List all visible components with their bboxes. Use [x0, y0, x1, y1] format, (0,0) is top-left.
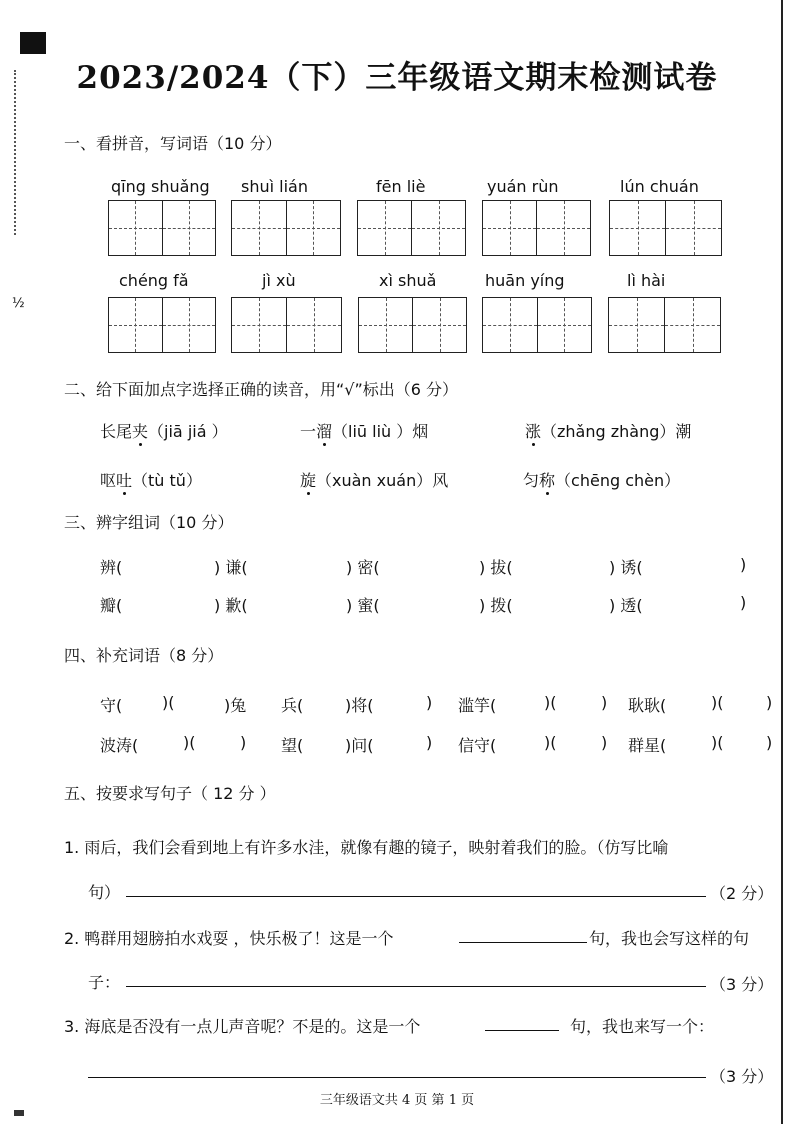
pinyin-label: lún chuán — [620, 177, 699, 196]
corner-marker — [20, 32, 46, 54]
idiom-blank[interactable]: 滥竽( — [458, 696, 497, 715]
idiom-blank[interactable]: ) — [426, 733, 433, 752]
question-3-text-a: 3. 海底是否没有一点儿声音呢？不是的。这是一个 — [64, 1017, 421, 1036]
section-5-heading: 五、按要求写句子（ 12 分 ） — [64, 784, 276, 803]
dotted-character: 溜 — [316, 422, 333, 441]
word-blank[interactable]: 辨( — [100, 558, 123, 577]
word-blank[interactable]: ) 密( — [346, 558, 380, 577]
idiom-blank[interactable]: )兔 — [224, 696, 247, 715]
dotted-character: 称 — [539, 471, 556, 490]
reading-item: 呕吐（tù tǔ） — [100, 471, 202, 490]
word-blank[interactable]: ) 拨( — [479, 596, 513, 615]
question-1-text: 1. 雨后，我们会看到地上有许多水洼，就像有趣的镜子，映射着我们的脸。（仿写比喻 — [64, 838, 669, 857]
idiom-blank[interactable]: 耿耿( — [628, 696, 667, 715]
reading-item: 长尾夹（jiā jiá ） — [100, 422, 228, 441]
writing-grid[interactable] — [358, 297, 467, 353]
word-blank[interactable]: 瓣( — [100, 596, 123, 615]
pinyin-label: jì xù — [262, 271, 296, 290]
writing-grid[interactable] — [608, 297, 721, 353]
question-1-label: 句） — [88, 883, 121, 902]
reading-item: 旋（xuàn xuán）风 — [300, 471, 449, 490]
page-footer: 三年级语文共 4 页 第 1 页 — [319, 1093, 475, 1108]
pinyin-label: xì shuǎ — [379, 271, 437, 290]
section-1-heading: 一、看拼音，写词语（10 分） — [64, 134, 282, 153]
idiom-blank[interactable]: 波涛( — [100, 736, 139, 755]
reading-item: 匀称（chēng chèn） — [523, 471, 681, 490]
idiom-blank[interactable]: )( — [711, 733, 724, 752]
question-2-text-b: 句，我也会写这样的句 — [589, 929, 750, 948]
pinyin-label: chéng fǎ — [119, 271, 189, 290]
idiom-blank[interactable]: ) — [601, 733, 608, 752]
question-2-label: 子： — [88, 973, 121, 992]
dotted-character: 涨 — [525, 422, 542, 441]
idiom-blank[interactable]: 守( — [100, 696, 123, 715]
idiom-blank[interactable]: ) — [426, 693, 433, 712]
writing-grid[interactable] — [357, 200, 466, 256]
writing-grid[interactable] — [482, 297, 592, 353]
idiom-blank[interactable]: )( — [162, 693, 175, 712]
section-4-heading: 四、补充词语（8 分） — [64, 646, 224, 665]
section-3-heading: 三、辨字组词（10 分） — [64, 513, 234, 532]
idiom-blank[interactable]: )( — [544, 693, 557, 712]
question-3-score: （3 分） — [710, 1067, 774, 1086]
answer-line-3[interactable] — [88, 1077, 706, 1078]
question-3-text-b: 句，我也来写一个： — [570, 1017, 715, 1036]
idiom-blank[interactable]: )( — [183, 733, 196, 752]
question-2-text-a: 2. 鸭群用翅膀拍水戏耍 ，快乐极了！这是一个 — [64, 929, 394, 948]
writing-grid[interactable] — [108, 297, 216, 353]
exam-title: 2023/2024（下）三年级语文期末检测试卷 — [76, 60, 718, 96]
word-blank[interactable]: ) 谦( — [214, 558, 248, 577]
pinyin-label: lì hài — [627, 271, 666, 290]
word-blank[interactable]: ) 透( — [609, 596, 643, 615]
word-blank[interactable]: ) — [740, 593, 747, 612]
side-mark: ½ — [12, 296, 25, 311]
idiom-blank[interactable]: ) — [240, 733, 247, 752]
writing-grid[interactable] — [482, 200, 591, 256]
dotted-character: 吐 — [116, 471, 133, 490]
idiom-blank[interactable]: )问( — [345, 736, 374, 755]
idiom-blank[interactable]: 群星( — [628, 736, 667, 755]
question-1-score: （2 分） — [710, 884, 774, 903]
answer-line-2[interactable] — [126, 986, 706, 987]
writing-grid[interactable] — [231, 297, 342, 353]
section-2-heading: 二、给下面加点字选择正确的读音，用“√”标出（6 分） — [64, 380, 459, 399]
idiom-blank[interactable]: 兵( — [281, 696, 304, 715]
word-blank[interactable]: ) 歉( — [214, 596, 248, 615]
idiom-blank[interactable]: )( — [544, 733, 557, 752]
word-blank[interactable]: ) 诱( — [609, 558, 643, 577]
writing-grid[interactable] — [231, 200, 341, 256]
dotted-character: 旋 — [300, 471, 317, 490]
word-blank[interactable]: ) 拔( — [479, 558, 513, 577]
sentence-type-blank-3[interactable] — [485, 1030, 559, 1031]
sentence-type-blank-2[interactable] — [459, 942, 587, 943]
idiom-blank[interactable]: )将( — [345, 696, 374, 715]
dotted-character: 夹 — [132, 422, 149, 441]
answer-line-1[interactable] — [126, 896, 706, 897]
reading-item: 一溜（liū liù ）烟 — [300, 422, 429, 441]
idiom-blank[interactable]: ) — [766, 733, 773, 752]
question-2-score: （3 分） — [710, 975, 774, 994]
pinyin-label: fēn liè — [376, 177, 426, 196]
pinyin-label: shuì lián — [241, 177, 308, 196]
idiom-blank[interactable]: )( — [711, 693, 724, 712]
page-edge — [781, 0, 783, 1124]
idiom-blank[interactable]: 望( — [281, 736, 304, 755]
writing-grid[interactable] — [609, 200, 722, 256]
reading-item: 涨（zhǎng zhàng）潮 — [525, 422, 692, 441]
word-blank[interactable]: ) — [740, 555, 747, 574]
corner-marker-bottom — [14, 1110, 24, 1116]
pinyin-label: huān yíng — [485, 271, 565, 290]
idiom-blank[interactable]: ) — [601, 693, 608, 712]
word-blank[interactable]: ) 蜜( — [346, 596, 380, 615]
idiom-blank[interactable]: ) — [766, 693, 773, 712]
writing-grid[interactable] — [108, 200, 216, 256]
pinyin-label: yuán rùn — [487, 177, 559, 196]
pinyin-label: qīng shuǎng — [111, 177, 210, 196]
idiom-blank[interactable]: 信守( — [458, 736, 497, 755]
